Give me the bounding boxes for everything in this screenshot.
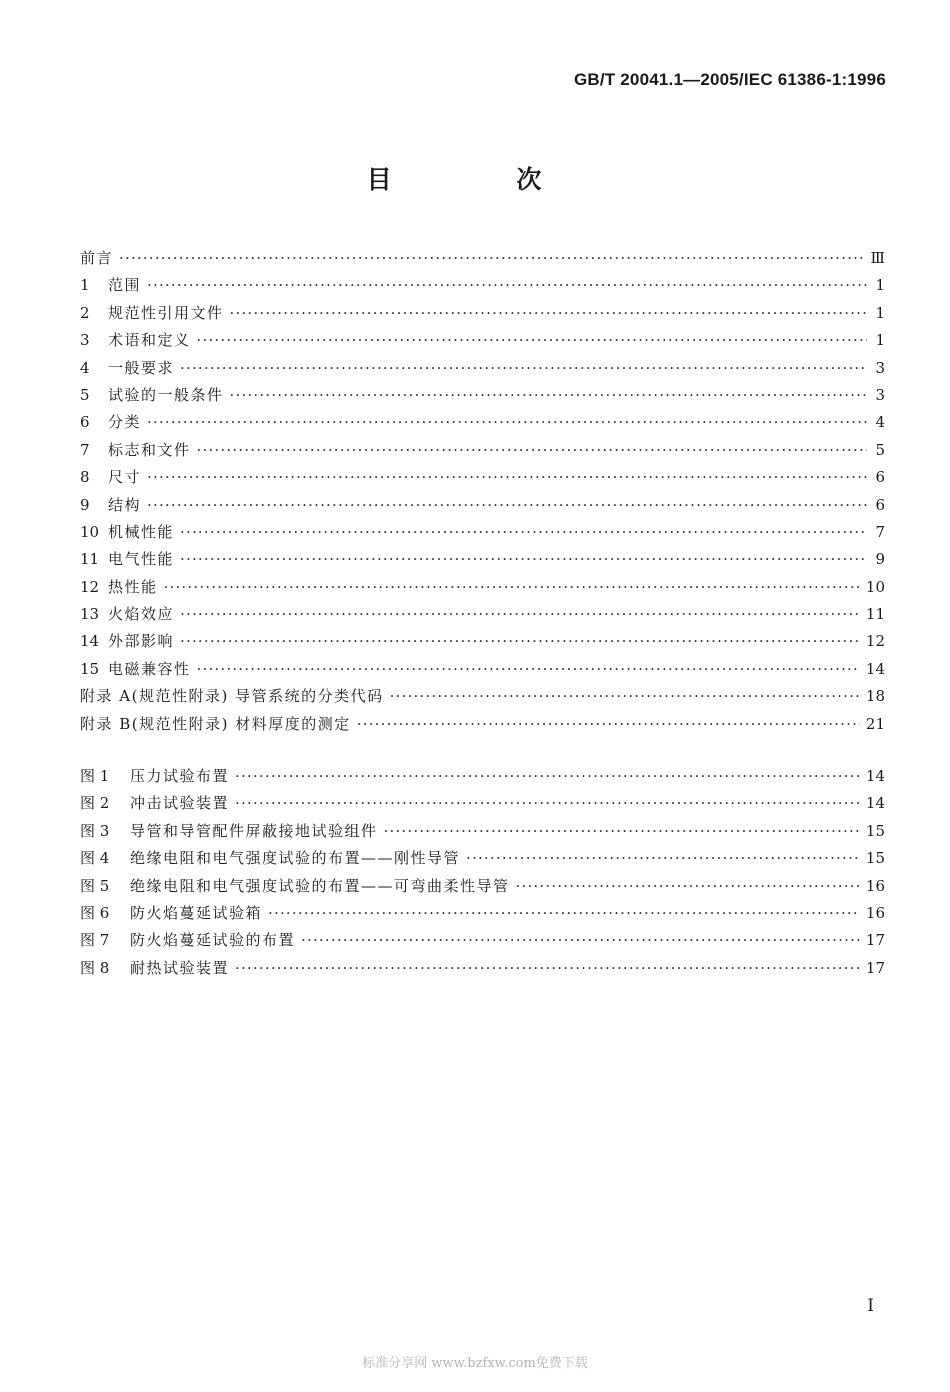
- figure-list: [80, 765, 885, 984]
- page-ref: 10: [865, 577, 885, 596]
- toc-entry[interactable]: [80, 548, 885, 575]
- dot-leader: [197, 660, 860, 678]
- figure-number: 图 7: [80, 931, 110, 950]
- figure-number: 图 5: [80, 876, 110, 895]
- entry-title: 范围: [108, 276, 142, 295]
- figure-number: 图 3: [80, 821, 110, 840]
- entry-title: 结构: [108, 495, 142, 514]
- entry-number: 4: [80, 358, 90, 377]
- entry-number: 13: [80, 605, 100, 624]
- figure-entry[interactable]: [80, 820, 885, 847]
- dot-leader: [268, 904, 860, 922]
- page-ref: 5: [875, 440, 885, 459]
- figure-number: 图 1: [80, 767, 110, 785]
- entry-title: 规范性引用文件: [108, 303, 224, 322]
- page-ref: 15: [865, 849, 885, 868]
- dot-leader: [301, 931, 860, 949]
- entry-number: 14: [80, 632, 100, 651]
- toc-entry[interactable]: [80, 658, 885, 685]
- page-ref: 1: [875, 331, 885, 350]
- entry-number: 2: [80, 303, 90, 322]
- toc-entry[interactable]: [80, 494, 885, 521]
- figure-entry[interactable]: [80, 765, 885, 792]
- figure-entry[interactable]: [80, 902, 885, 929]
- entry-number: 6: [80, 413, 90, 432]
- dot-leader: [197, 331, 867, 349]
- entry-number: 12: [80, 577, 100, 596]
- toc-entry[interactable]: [80, 603, 885, 630]
- toc-entry[interactable]: [80, 247, 885, 274]
- page-ref: Ⅲ: [870, 249, 885, 267]
- entry-number: 5: [80, 385, 90, 404]
- dot-leader: [235, 794, 860, 812]
- entry-title: 火焰效应: [108, 605, 175, 624]
- toc-entry[interactable]: [80, 274, 885, 301]
- toc-entry[interactable]: [80, 439, 885, 466]
- page-ref: 14: [865, 794, 885, 813]
- page-ref: 3: [875, 385, 885, 404]
- page-title: 目 次: [366, 165, 600, 194]
- dot-leader: [180, 605, 860, 623]
- toc-entry[interactable]: [80, 302, 885, 329]
- figure-entry[interactable]: [80, 929, 885, 956]
- toc-entry[interactable]: [80, 384, 885, 411]
- page-ref: 6: [875, 495, 885, 514]
- entry-title: 外部影响: [108, 632, 175, 651]
- page-ref: 1: [875, 303, 885, 322]
- dot-leader: [390, 687, 860, 705]
- page-ref: 12: [865, 632, 885, 651]
- toc-list: [80, 247, 885, 740]
- figure-title: 绝缘电阻和电气强度试验的布置——可弯曲柔性导管: [130, 876, 510, 895]
- entry-number: 8: [80, 468, 90, 487]
- dot-leader: [147, 276, 867, 294]
- dot-leader: [180, 523, 867, 541]
- dot-leader: [466, 849, 860, 867]
- entry-title: 标志和文件: [108, 440, 191, 459]
- dot-leader: [384, 822, 860, 840]
- entry-number: 11: [80, 550, 100, 569]
- dot-leader: [180, 359, 867, 377]
- figure-title: 压力试验布置: [130, 767, 230, 785]
- figure-title: 绝缘电阻和电气强度试验的布置——刚性导管: [130, 849, 461, 868]
- toc-entry[interactable]: [80, 329, 885, 356]
- page-ref: 14: [865, 767, 885, 785]
- page-ref: 18: [865, 687, 885, 706]
- page-ref: 14: [865, 659, 885, 678]
- dot-leader: [197, 441, 867, 459]
- entry-title: 试验的一般条件: [108, 385, 224, 404]
- dot-leader: [180, 632, 860, 650]
- dot-leader: [164, 578, 860, 596]
- toc-entry[interactable]: [80, 521, 885, 548]
- figure-entry[interactable]: [80, 847, 885, 874]
- page-ref: 15: [865, 821, 885, 840]
- figure-title: 冲击试验装置: [130, 794, 230, 813]
- figure-number: 图 8: [80, 958, 110, 977]
- dot-leader: [235, 959, 860, 977]
- entry-title: 分类: [108, 413, 142, 432]
- page-ref: 4: [875, 413, 885, 432]
- entry-number: 15: [80, 659, 100, 678]
- page-ref: 1: [875, 276, 885, 295]
- figure-title: 防火焰蔓延试验的布置: [130, 931, 296, 950]
- dot-leader: [230, 386, 867, 404]
- dot-leader: [147, 496, 867, 514]
- entry-title: 附录 A(规范性附录) 导管系统的分类代码: [80, 687, 384, 706]
- dot-leader: [147, 468, 867, 486]
- entry-title: 附录 B(规范性附录) 材料厚度的测定: [80, 714, 351, 733]
- page-ref: 3: [875, 358, 885, 377]
- dot-leader: [119, 249, 865, 267]
- entry-number: 10: [80, 522, 100, 541]
- toc-entry[interactable]: [80, 685, 885, 712]
- dot-leader: [516, 877, 860, 895]
- page-ref: 7: [875, 522, 885, 541]
- figure-entry[interactable]: [80, 957, 885, 984]
- page-ref: 16: [865, 876, 885, 895]
- figure-entry[interactable]: [80, 875, 885, 902]
- entry-number: 1: [80, 276, 90, 295]
- toc-entry[interactable]: [80, 576, 885, 603]
- page-number: I: [867, 1296, 874, 1316]
- entry-title: 尺寸: [108, 468, 142, 487]
- dot-leader: [147, 413, 867, 431]
- figure-entry[interactable]: [80, 792, 885, 819]
- figure-title: 防火焰蔓延试验箱: [130, 903, 263, 922]
- entry-title: 热性能: [108, 577, 158, 596]
- page-ref: 17: [865, 958, 885, 977]
- page-ref: 11: [865, 605, 885, 624]
- page-ref: 16: [865, 903, 885, 922]
- entry-number: 9: [80, 495, 90, 514]
- entry-number: 3: [80, 331, 90, 350]
- standard-code: GB/T 20041.1—2005/IEC 61386-1:1996: [573, 70, 886, 89]
- entry-title: 电气性能: [108, 550, 175, 569]
- toc-entry[interactable]: [80, 713, 885, 740]
- entry-title: 一般要求: [108, 358, 175, 377]
- figure-title: 耐热试验装置: [130, 958, 230, 977]
- dot-leader: [235, 767, 860, 785]
- entry-title: 前言: [80, 249, 114, 267]
- dot-leader: [230, 304, 867, 322]
- entry-number: 7: [80, 440, 90, 459]
- entry-title: 机械性能: [108, 522, 175, 541]
- toc-entry[interactable]: [80, 357, 885, 384]
- figure-title: 导管和导管配件屏蔽接地试验组件: [130, 821, 378, 840]
- dot-leader: [357, 715, 860, 733]
- entry-title: 术语和定义: [108, 331, 191, 350]
- dot-leader: [180, 550, 867, 568]
- footer-watermark: 标准分享网 www.bzfxw.com免费下载: [362, 1356, 588, 1371]
- page-ref: 17: [865, 931, 885, 950]
- page-ref: 21: [865, 714, 885, 733]
- figure-number: 图 2: [80, 794, 110, 813]
- figure-number: 图 4: [80, 849, 110, 868]
- page-ref: 9: [875, 550, 885, 569]
- toc-entry[interactable]: [80, 411, 885, 438]
- entry-title: 电磁兼容性: [108, 659, 191, 678]
- toc-entry[interactable]: [80, 466, 885, 493]
- figure-number: 图 6: [80, 903, 110, 922]
- toc-entry[interactable]: [80, 630, 885, 657]
- page-ref: 6: [875, 468, 885, 487]
